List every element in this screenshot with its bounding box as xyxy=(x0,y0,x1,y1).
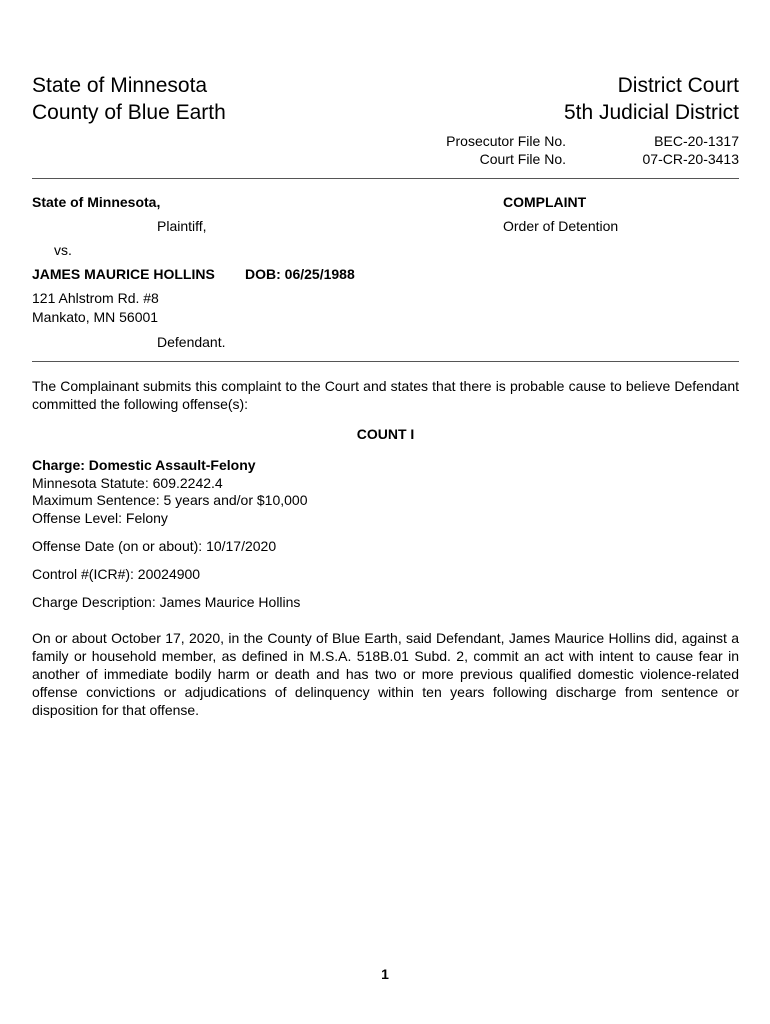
plaintiff-role: Plaintiff, xyxy=(157,218,207,234)
defendant-address-line1: 121 Ahlstrom Rd. #8 xyxy=(32,290,159,306)
versus-text: vs. xyxy=(54,242,72,258)
control-number: Control #(ICR#): 20024900 xyxy=(32,566,201,582)
charge-narrative: On or about October 17, 2020, in the County of Blue Earth, said Defendant, James Maurice Hollins did, against a family or household member, as defined in M.S.A. 518B.01 Subd. 2, commit an act with intent to cause fear in another of immediate bodily harm or death and has two or more previous qualified domestic violence-related offense convictions or adjudications of delinquency within ten years following discharge from sentence or disposition for that offense. xyxy=(32,630,739,718)
defendant-name: JAMES MAURICE HOLLINS xyxy=(32,266,215,282)
offense-date: Offense Date (on or about): 10/17/2020 xyxy=(32,538,277,554)
charge-description: Charge Description: James Maurice Hollins xyxy=(32,594,301,610)
charge-title: Charge: Domestic Assault-Felony xyxy=(32,457,256,473)
prosecutor-file-value: BEC-20-1317 xyxy=(654,133,739,149)
charge-max-sentence: Maximum Sentence: 5 years and/or $10,000 xyxy=(32,492,308,508)
header-divider xyxy=(32,178,739,179)
file-number-labels xyxy=(446,132,566,168)
caption-divider xyxy=(32,361,739,362)
prosecutor-file-label: Prosecutor File No. xyxy=(446,133,566,149)
document-type: COMPLAINT xyxy=(503,194,587,210)
count-heading: COUNT I xyxy=(356,426,415,442)
jurisdiction-block xyxy=(32,72,226,126)
court-file-value: 07-CR-20-3413 xyxy=(642,151,739,167)
defendant-address-line2: Mankato, MN 56001 xyxy=(32,309,159,325)
state-name: State of Minnesota xyxy=(32,74,208,97)
court-file-label: Court File No. xyxy=(479,151,566,167)
page-number: 1 xyxy=(381,966,389,982)
file-number-values xyxy=(643,132,740,168)
court-name: District Court xyxy=(617,74,739,97)
plaintiff-name: State of Minnesota, xyxy=(32,194,161,210)
intro-paragraph: The Complainant submits this complaint to the Court and states that there is probable cause to believe Defendant committed the following offense(s): xyxy=(32,378,739,412)
judicial-district: 5th Judicial District xyxy=(563,101,739,124)
defendant-role: Defendant. xyxy=(157,334,226,350)
court-block xyxy=(564,72,739,126)
charge-statute: Minnesota Statute: 609.2242.4 xyxy=(32,474,223,491)
document-subtype: Order of Detention xyxy=(503,218,619,234)
defendant-dob: DOB: 06/25/1988 xyxy=(245,266,355,282)
charge-details xyxy=(32,457,739,527)
charge-offense-level: Offense Level: Felony xyxy=(32,509,168,526)
county-name: County of Blue Earth xyxy=(32,101,226,124)
